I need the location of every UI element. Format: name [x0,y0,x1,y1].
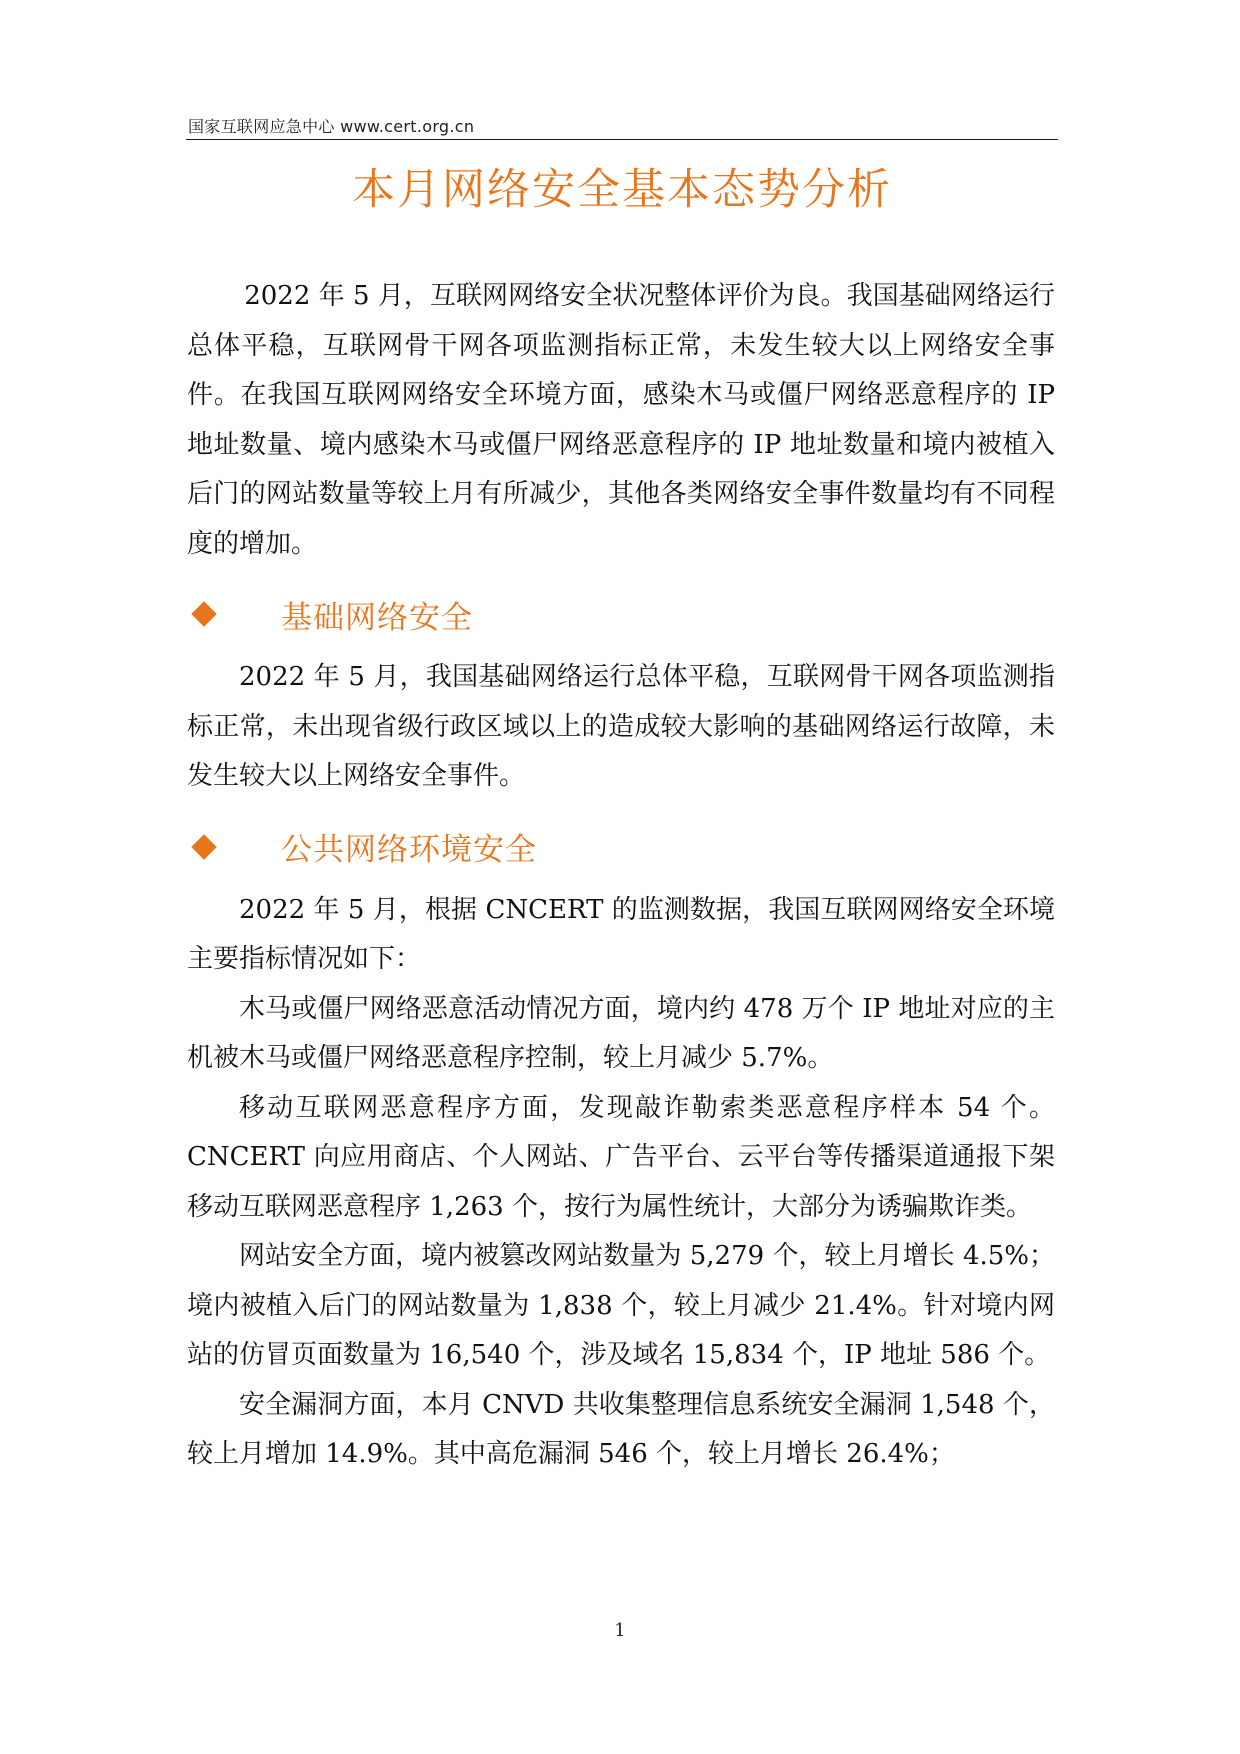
section-title: 公共网络环境安全 [281,832,537,868]
section-heading-public-network [187,822,1055,872]
section-paragraph: 2022 年 5 月，根据 CNCERT 的监测数据，我国互联网网络安全环境主要指标情况如下： [187,894,1055,974]
section-heading-basic-network [187,589,1055,639]
section-paragraph: 网站安全方面，境内被篡改网站数量为 5,279 个，较上月增长 4.5%；境内被植入后门的网站数量为 1,838 个，较上月减少 21.4%。针对境内网站的仿冒页面数量为 16,540 个，涉及域名 15,834 个，IP 地址 586 个。 [187,1241,1055,1370]
intro-paragraph: 2022 年 5 月，互联网网络安全状况整体评价为良。我国基础网络运行总体平稳，互联网骨干网各项监测指标正常，未发生较大以上网络安全事件。在我国互联网网络安全环境方面，感染木马或僵尸网络恶意程序的 IP 地址数量、境内感染木马或僵尸网络恶意程序的 IP 地址数量和境内被植入后门的网站数量等较上月有所减少，其他各类网络安全事件数量均有不同程度的增加。 [187,281,1055,559]
section-title: 基础网络安全 [281,599,473,636]
page-header: 国家互联网应急中心 www.cert.org.cn [188,117,475,136]
main-content [187,272,1055,1480]
header-divider [186,139,1058,140]
page-number: 1 [614,1620,626,1641]
section-paragraph: 移动互联网恶意程序方面，发现敲诈勒索类恶意程序样本 54 个。CNCERT 向应用商店、个人网站、广告平台、云平台等传播渠道通报下架移动互联网恶意程序 1,263 个，按行为属性统计，大部分为诱骗欺诈类。 [187,1092,1055,1222]
section-paragraph: 2022 年 5 月，我国基础网络运行总体平稳，互联网骨干网各项监测指标正常，未出现省级行政区域以上的造成较大影响的基础网络运行故障，未发生较大以上网络安全事件。 [187,662,1055,791]
diamond-bullet-icon [191,601,216,626]
diamond-bullet-icon [191,834,216,859]
page-title: 本月网络安全基本态势分析 [352,165,892,215]
section-paragraph: 安全漏洞方面，本月 CNVD 共收集整理信息系统安全漏洞 1,548 个，较上月增加 14.9%。其中高危漏洞 546 个，较上月增长 26.4%； [187,1389,1055,1469]
section-paragraph: 木马或僵尸网络恶意活动情况方面，境内约 478 万个 IP 地址对应的主机被木马或僵尸网络恶意程序控制，较上月减少 5.7%。 [187,993,1055,1073]
